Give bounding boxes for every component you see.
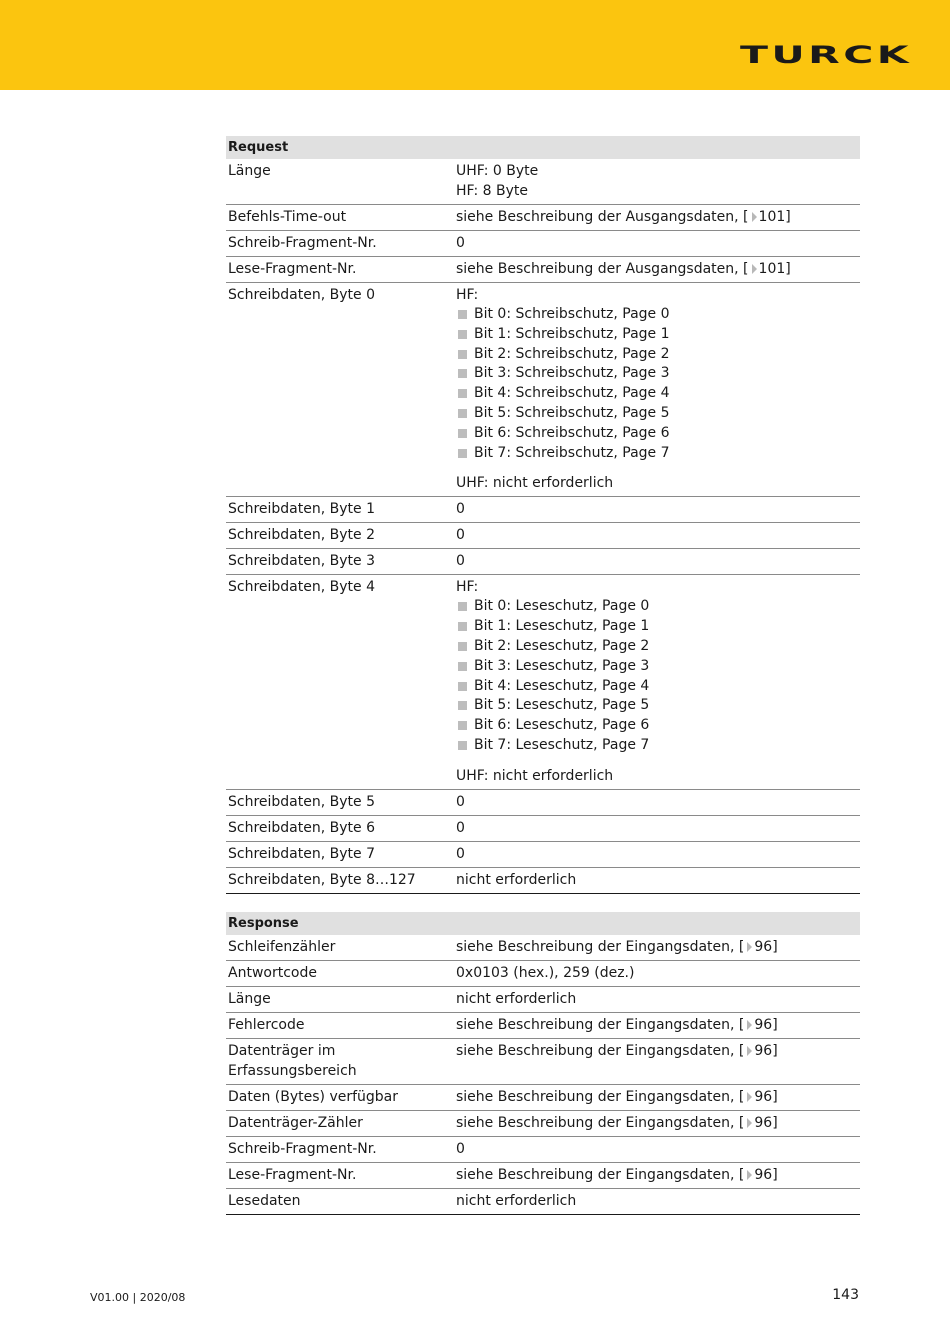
param-name: Schreibdaten, Byte 1 bbox=[226, 497, 454, 523]
bit-list-item: Bit 0: Leseschutz, Page 0 bbox=[456, 597, 858, 617]
value-intro: HF: bbox=[456, 287, 479, 303]
ref-text: siehe Beschreibung der Eingangsdaten, bbox=[456, 1114, 735, 1131]
param-value: 0 bbox=[454, 231, 860, 257]
param-name: Befehls-Time-out bbox=[226, 205, 454, 231]
table-row bbox=[226, 205, 860, 231]
table-row bbox=[226, 231, 860, 257]
table-row bbox=[226, 1038, 860, 1084]
table-row bbox=[226, 867, 860, 893]
ref-text: siehe Beschreibung der Ausgangsdaten, bbox=[456, 209, 739, 225]
param-name: Fehlercode bbox=[226, 1012, 454, 1038]
value-note: UHF: nicht erforderlich bbox=[456, 475, 614, 492]
ref-text: siehe Beschreibung der Eingangsdaten, bbox=[456, 1088, 735, 1105]
param-name: Schreib-Fragment-Nr. bbox=[226, 1136, 454, 1162]
bit-list-item: Bit 2: Schreibschutz, Page 2 bbox=[456, 345, 858, 365]
param-name: Lese-Fragment-Nr. bbox=[226, 1162, 454, 1188]
bit-list-item: Bit 7: Schreibschutz, Page 7 bbox=[456, 444, 858, 464]
table-row bbox=[226, 159, 860, 205]
param-name: Schreibdaten, Byte 3 bbox=[226, 549, 454, 575]
param-name: Länge bbox=[226, 159, 454, 205]
page-ref-arrow-icon bbox=[747, 1020, 752, 1030]
page-ref-arrow-icon bbox=[747, 1170, 752, 1180]
param-value: 0 bbox=[454, 549, 860, 575]
param-value: 0 bbox=[454, 523, 860, 549]
bit-list-item: Bit 2: Leseschutz, Page 2 bbox=[456, 637, 858, 657]
param-value: nicht erforderlich bbox=[454, 867, 860, 893]
main-content bbox=[226, 136, 860, 1215]
ref-text: siehe Beschreibung der Eingangsdaten, bbox=[456, 1016, 735, 1033]
param-value: nicht erforderlich bbox=[454, 1188, 860, 1214]
param-value bbox=[454, 283, 860, 497]
bit-list bbox=[456, 597, 858, 755]
bit-list-item: Bit 3: Leseschutz, Page 3 bbox=[456, 657, 858, 677]
page-ref-arrow-icon bbox=[747, 1118, 752, 1128]
ref-text: siehe Beschreibung der Eingangsdaten, bbox=[456, 1042, 735, 1059]
param-name: Schreib-Fragment-Nr. bbox=[226, 231, 454, 257]
param-value: siehe Beschreibung der Ausgangsdaten, [ 101] bbox=[454, 257, 860, 283]
param-value: siehe Beschreibung der Eingangsdaten, [ 96] bbox=[454, 1162, 860, 1188]
value-intro: HF: bbox=[456, 579, 479, 596]
table-row bbox=[226, 549, 860, 575]
param-value bbox=[454, 159, 860, 205]
ref-text: siehe Beschreibung der Eingangsdaten, bbox=[456, 938, 735, 955]
param-name: Schreibdaten, Byte 7 bbox=[226, 841, 454, 867]
param-value: siehe Beschreibung der Eingangsdaten, [ 96] bbox=[454, 1012, 860, 1038]
bit-list-item: Bit 4: Schreibschutz, Page 4 bbox=[456, 384, 858, 404]
table-row bbox=[226, 986, 860, 1012]
bit-list bbox=[456, 305, 858, 463]
table-row bbox=[226, 575, 860, 789]
param-name: Lesedaten bbox=[226, 1188, 454, 1214]
ref-text: siehe Beschreibung der Eingangsdaten, bbox=[456, 1166, 735, 1183]
request-heading: Request bbox=[226, 136, 860, 159]
table-row bbox=[226, 497, 860, 523]
table-row bbox=[226, 1188, 860, 1214]
page-ref-arrow-icon bbox=[752, 264, 757, 274]
page-ref-link[interactable]: 101 bbox=[758, 209, 786, 225]
footer-version: V01.00 | 2020/08 bbox=[90, 1291, 186, 1304]
bit-list-item: Bit 1: Leseschutz, Page 1 bbox=[456, 617, 858, 637]
param-name: Länge bbox=[226, 986, 454, 1012]
page-ref-arrow-icon bbox=[747, 1046, 752, 1056]
table-row bbox=[226, 283, 860, 497]
table-row bbox=[226, 935, 860, 961]
page-number: 143 bbox=[832, 1287, 859, 1303]
value-line: UHF: 0 Byte bbox=[456, 163, 539, 179]
param-name: Schleifenzähler bbox=[226, 935, 454, 961]
response-heading: Response bbox=[226, 912, 860, 935]
param-value: 0 bbox=[454, 497, 860, 523]
page-ref-link[interactable]: 96 bbox=[754, 1016, 773, 1033]
bit-list-item: Bit 3: Schreibschutz, Page 3 bbox=[456, 364, 858, 384]
param-value: siehe Beschreibung der Eingangsdaten, [ 96] bbox=[454, 1110, 860, 1136]
table-row bbox=[226, 1110, 860, 1136]
page-ref-link[interactable]: 96 bbox=[754, 1042, 773, 1059]
page-ref-link[interactable]: 101 bbox=[758, 261, 786, 277]
brand-wordmark: TURCK bbox=[740, 41, 912, 67]
param-value: 0x0103 (hex.), 259 (dez.) bbox=[454, 960, 860, 986]
table-row bbox=[226, 960, 860, 986]
table-row bbox=[226, 1084, 860, 1110]
page-ref-link[interactable]: 96 bbox=[754, 1088, 773, 1105]
param-name: Schreibdaten, Byte 4 bbox=[226, 575, 454, 789]
header-bar bbox=[0, 0, 950, 90]
param-name: Schreibdaten, Byte 8…127 bbox=[226, 867, 454, 893]
bit-list-item: Bit 0: Schreibschutz, Page 0 bbox=[456, 305, 858, 325]
table-row bbox=[226, 1136, 860, 1162]
value-line: HF: 8 Byte bbox=[456, 183, 529, 199]
param-name: Schreibdaten, Byte 0 bbox=[226, 283, 454, 497]
page-ref-link[interactable]: 96 bbox=[754, 1166, 773, 1183]
page-ref-arrow-icon bbox=[752, 212, 757, 222]
param-value: siehe Beschreibung der Eingangsdaten, [ 96] bbox=[454, 1084, 860, 1110]
table-row bbox=[226, 1012, 860, 1038]
bit-list-item: Bit 4: Leseschutz, Page 4 bbox=[456, 677, 858, 697]
page-ref-arrow-icon bbox=[747, 1092, 752, 1102]
param-value: siehe Beschreibung der Ausgangsdaten, [ 101] bbox=[454, 205, 860, 231]
param-name: Daten (Bytes) verfügbar bbox=[226, 1084, 454, 1110]
param-value: 0 bbox=[454, 815, 860, 841]
param-name: Datenträger im Erfassungsbereich bbox=[226, 1038, 454, 1084]
request-table bbox=[226, 159, 860, 894]
table-row bbox=[226, 815, 860, 841]
page-ref-link[interactable]: 96 bbox=[754, 938, 773, 955]
value-note: UHF: nicht erforderlich bbox=[456, 767, 614, 784]
param-value: siehe Beschreibung der Eingangsdaten, [ 96] bbox=[454, 935, 860, 961]
ref-text: siehe Beschreibung der Ausgangsdaten, bbox=[456, 261, 739, 277]
page-ref-link[interactable]: 96 bbox=[754, 1114, 773, 1131]
param-value: 0 bbox=[454, 841, 860, 867]
page-ref-arrow-icon bbox=[747, 942, 752, 952]
param-name: Schreibdaten, Byte 6 bbox=[226, 815, 454, 841]
response-table bbox=[226, 935, 860, 1215]
bit-list-item: Bit 5: Leseschutz, Page 5 bbox=[456, 696, 858, 716]
param-value: nicht erforderlich bbox=[454, 986, 860, 1012]
turck-logo bbox=[739, 41, 913, 67]
param-name: Lese-Fragment-Nr. bbox=[226, 257, 454, 283]
table-row bbox=[226, 1162, 860, 1188]
param-name: Datenträger-Zähler bbox=[226, 1110, 454, 1136]
bit-list-item: Bit 6: Schreibschutz, Page 6 bbox=[456, 424, 858, 444]
param-name: Schreibdaten, Byte 5 bbox=[226, 789, 454, 815]
table-row bbox=[226, 523, 860, 549]
bit-list-item: Bit 6: Leseschutz, Page 6 bbox=[456, 716, 858, 736]
bit-list-item: Bit 1: Schreibschutz, Page 1 bbox=[456, 325, 858, 345]
bit-list-item: Bit 5: Schreibschutz, Page 5 bbox=[456, 404, 858, 424]
param-name: Schreibdaten, Byte 2 bbox=[226, 523, 454, 549]
param-value bbox=[454, 575, 860, 789]
table-row bbox=[226, 841, 860, 867]
bit-list-item: Bit 7: Leseschutz, Page 7 bbox=[456, 736, 858, 756]
param-value: 0 bbox=[454, 1136, 860, 1162]
table-row bbox=[226, 789, 860, 815]
param-name: Antwortcode bbox=[226, 960, 454, 986]
param-value: siehe Beschreibung der Eingangsdaten, [ 96] bbox=[454, 1038, 860, 1084]
table-row bbox=[226, 257, 860, 283]
param-value: 0 bbox=[454, 789, 860, 815]
